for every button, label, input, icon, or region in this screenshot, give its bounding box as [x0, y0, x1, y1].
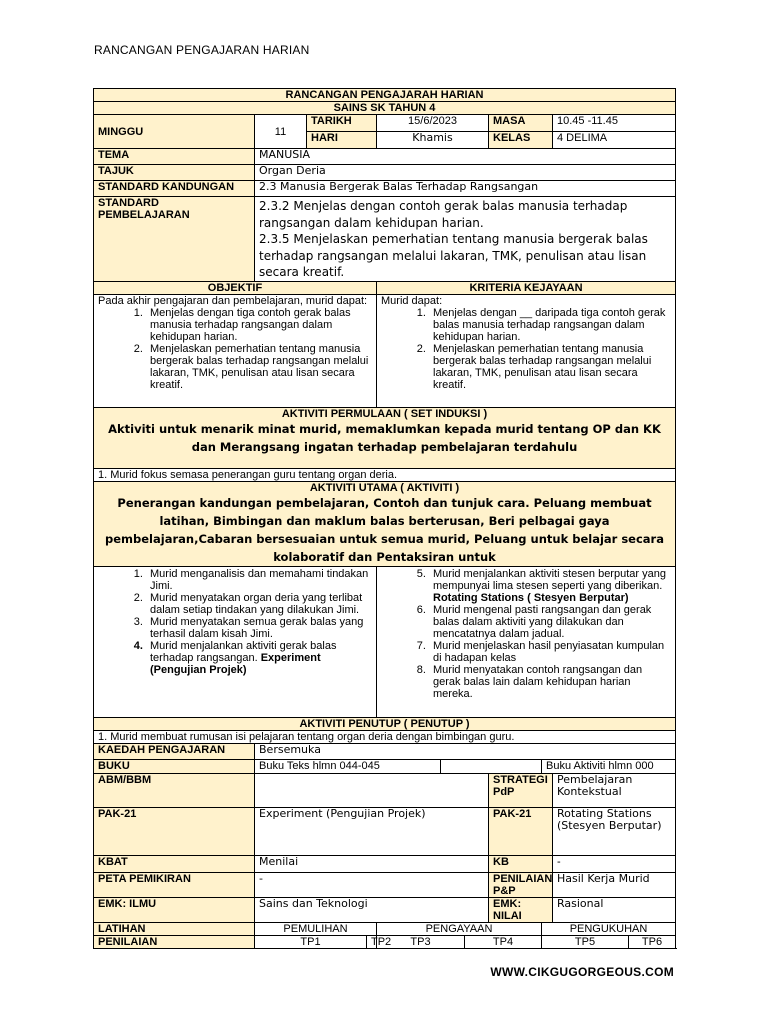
standard-pembelajaran-label: STANDARD PEMBELAJARAN [94, 197, 255, 282]
buku-aktiviti: Buku Aktiviti hlmn 000 [542, 759, 676, 773]
footer-url: WWW.CIKGUGORGEOUS.COM [490, 965, 674, 979]
utama-item: 7. Murid menjelaskan hasil penyiasatan kumpulan di hadapan kelas [429, 640, 671, 664]
hari-value: Khamis [377, 132, 489, 149]
penutup-item: 1. Murid membuat rumusan isi pelajaran tentang organ deria dengan bimbingan guru. [94, 730, 676, 743]
permulaan-body: Aktiviti untuk menarik minat murid, memaklumkan kepada murid tentang OP dan KK dan Merangsang ingatan terhadap pembelajaran terdahulu [108, 421, 661, 454]
penutup-heading: AKTIVITI PENUTUP ( PENUTUP ) [94, 717, 676, 730]
kelas-label: KELAS [489, 132, 553, 149]
strategi-value: Pembelajaran Kontekstual [553, 773, 676, 807]
tarikh-value: 15/6/2023 [377, 115, 489, 132]
objektif-item: 1. Menjelas dengan tiga contoh gerak balas manusia terhadap rangsangan dalam kehidupan harian. [146, 307, 372, 343]
penilaian-tp: TP2 [367, 935, 377, 948]
utama-item: 6. Murid mengenal pasti rangsangan dan gerak balas dalam aktiviti yang dilakukan dan mencatatnya dalam jadual. [429, 604, 671, 640]
utama-item: 2. Murid menyatakan organ deria yang terlibat dalam setiap tindakan yang dilakukan Jimi. [146, 592, 372, 616]
emk-ilmu-value: Sains dan Teknologi [255, 897, 489, 922]
tajuk-label: TAJUK [94, 165, 255, 181]
standard-kandungan-value: 2.3 Manusia Bergerak Balas Terhadap Rangsangan [255, 181, 676, 197]
abm-value [255, 773, 489, 807]
tema-label: TEMA [94, 149, 255, 165]
utama-item: 8. Murid menyatakan contoh rangsangan dan gerak balas lain dalam kehidupan harian mereka. [429, 664, 671, 700]
buku-teks: Buku Teks hlmn 044-045 [255, 759, 441, 773]
kaedah-label: KAEDAH PENGAJARAN [94, 743, 255, 759]
tema-value: MANUSIA [255, 149, 676, 165]
penilaian-pnp-value: Hasil Kerja Murid [553, 872, 676, 897]
tarikh-label: TARIKH [307, 115, 377, 132]
latihan-option: PENGUKUHAN [542, 922, 676, 935]
latihan-option: PEMULIHAN [255, 922, 377, 935]
utama-item: 5. Murid menjalankan aktiviti stesen berputar yang mempunyai lima stesen seperti yang diberikan. Rotating Stations ( Stesyen Berputar) [429, 568, 671, 604]
utama-body: Penerangan kandungan pembelajaran, Contoh dan tunjuk cara. Peluang membuat latihan, Bimbingan dan maklum balas berterusan, Beri pelbagai gaya pembelajaran,Cabaran bersesuaian untuk semua murid, Peluang untuk belajar secara kolaboratif dan Pentaksiran untuk [105, 495, 664, 564]
penilaian-tp: TP3 [377, 935, 465, 948]
kriteria-body [377, 294, 676, 407]
tajuk-value: Organ Deria [255, 165, 676, 181]
header-subject: SAINS SK TAHUN 4 [94, 102, 676, 115]
peta-value: - [255, 872, 489, 897]
kriteria-item: 1. Menjelas dengan __ daripada tiga contoh gerak balas manusia terhadap rangsangan dalam kehidupan harian. [429, 307, 671, 343]
penilaian-tp: TP5 [542, 935, 629, 948]
lesson-plan-table [93, 88, 676, 949]
kbat-label: KBAT [94, 855, 255, 872]
abm-label: ABM/BBM [94, 773, 255, 807]
standard-pembelajaran-item: 2.3.2 Menjelas dengan contoh gerak balas manusia terhadap rangsangan dalam kehidupan harian. [259, 199, 628, 230]
kbat-value: Menilai [255, 855, 489, 872]
masa-label: MASA [489, 115, 553, 132]
standard-kandungan-label: STANDARD KANDUNGAN [94, 181, 255, 197]
penilaian-label: PENILAIAN [94, 935, 255, 948]
utama-right [377, 566, 676, 717]
utama-left [94, 566, 377, 717]
buku-empty [441, 759, 542, 773]
utama-item: 4. Murid menjalankan aktiviti gerak balas terhadap rangsangan. Experiment (Pengujian Projek) [146, 640, 372, 676]
kriteria-heading: KRITERIA KEJAYAAN [377, 281, 676, 294]
minggu-label: MINGGU [94, 115, 255, 149]
penilaian-tp: TP1 [255, 935, 367, 948]
latihan-option: PENGAYAAN [377, 922, 542, 935]
peta-label: PETA PEMIKIRAN [94, 872, 255, 897]
permulaan-item: 1. Murid fokus semasa penerangan guru tentang organ deria. [94, 468, 676, 481]
hari-label: HARI [307, 132, 377, 149]
penilaian-tp: TP6 [629, 935, 676, 948]
pak21-right-label: PAK-21 [489, 807, 553, 855]
kriteria-item: 2. Menjelaskan pemerhatian tentang manusia bergerak balas terhadap rangsangan melalui lakaran, TMK, penulisan atau lisan secara kreatif. [429, 343, 671, 391]
emk-ilmu-label: EMK: ILMU [94, 897, 255, 922]
emk-nilai-value: Rasional [553, 897, 676, 922]
objektif-intro: Pada akhir pengajaran dan pembelajaran, murid dapat: [98, 294, 368, 307]
latihan-label: LATIHAN [94, 922, 255, 935]
utama-item: 3. Murid menyatakan semua gerak balas yang terhasil dalam kisah Jimi. [146, 616, 372, 640]
objektif-heading: OBJEKTIF [94, 281, 377, 294]
buku-label: BUKU [94, 759, 255, 773]
document-title: RANCANGAN PENGAJARAN HARIAN [94, 43, 310, 57]
kriteria-intro: Murid dapat: [381, 294, 443, 307]
utama-heading: AKTIVITI UTAMA ( AKTIVITI ) [309, 481, 460, 494]
minggu-value: 11 [255, 115, 307, 149]
utama-item: 1. Murid menganalisis dan memahami tindakan Jimi. [146, 568, 372, 592]
pak21-left-value: Experiment (Pengujian Projek) [255, 807, 489, 855]
kaedah-value: Bersemuka [255, 743, 676, 759]
kb-value: - [553, 855, 676, 872]
standard-pembelajaran-item: 2.3.5 Menjelaskan pemerhatian tentang manusia bergerak balas terhadap rangsangan melalui lakaran, TMK, penulisan atau lisan secara kreatif. [259, 232, 648, 279]
pak21-left-label: PAK-21 [94, 807, 255, 855]
pak21-right-value: Rotating Stations (Stesyen Berputar) [553, 807, 676, 855]
kelas-value: 4 DELIMA [553, 132, 676, 149]
strategi-label: STRATEGI PdP [489, 773, 553, 807]
penilaian-tp: TP4 [465, 935, 542, 948]
penilaian-pnp-label: PENILAIAN P&P [489, 872, 553, 897]
kb-label: KB [489, 855, 553, 872]
objektif-item: 2. Menjelaskan pemerhatian tentang manusia bergerak balas terhadap rangsangan melalui lakaran, TMK, penulisan atau lisan secara kreatif. [146, 343, 372, 391]
objektif-body [94, 294, 377, 407]
header-title: RANCANGAN PENGAJARAH HARIAN [94, 89, 676, 102]
emk-nilai-label: EMK: NILAI [489, 897, 553, 922]
permulaan-heading: AKTIVITI PERMULAAN ( SET INDUKSI ) [281, 407, 488, 420]
masa-value: 10.45 -11.45 [553, 115, 676, 132]
